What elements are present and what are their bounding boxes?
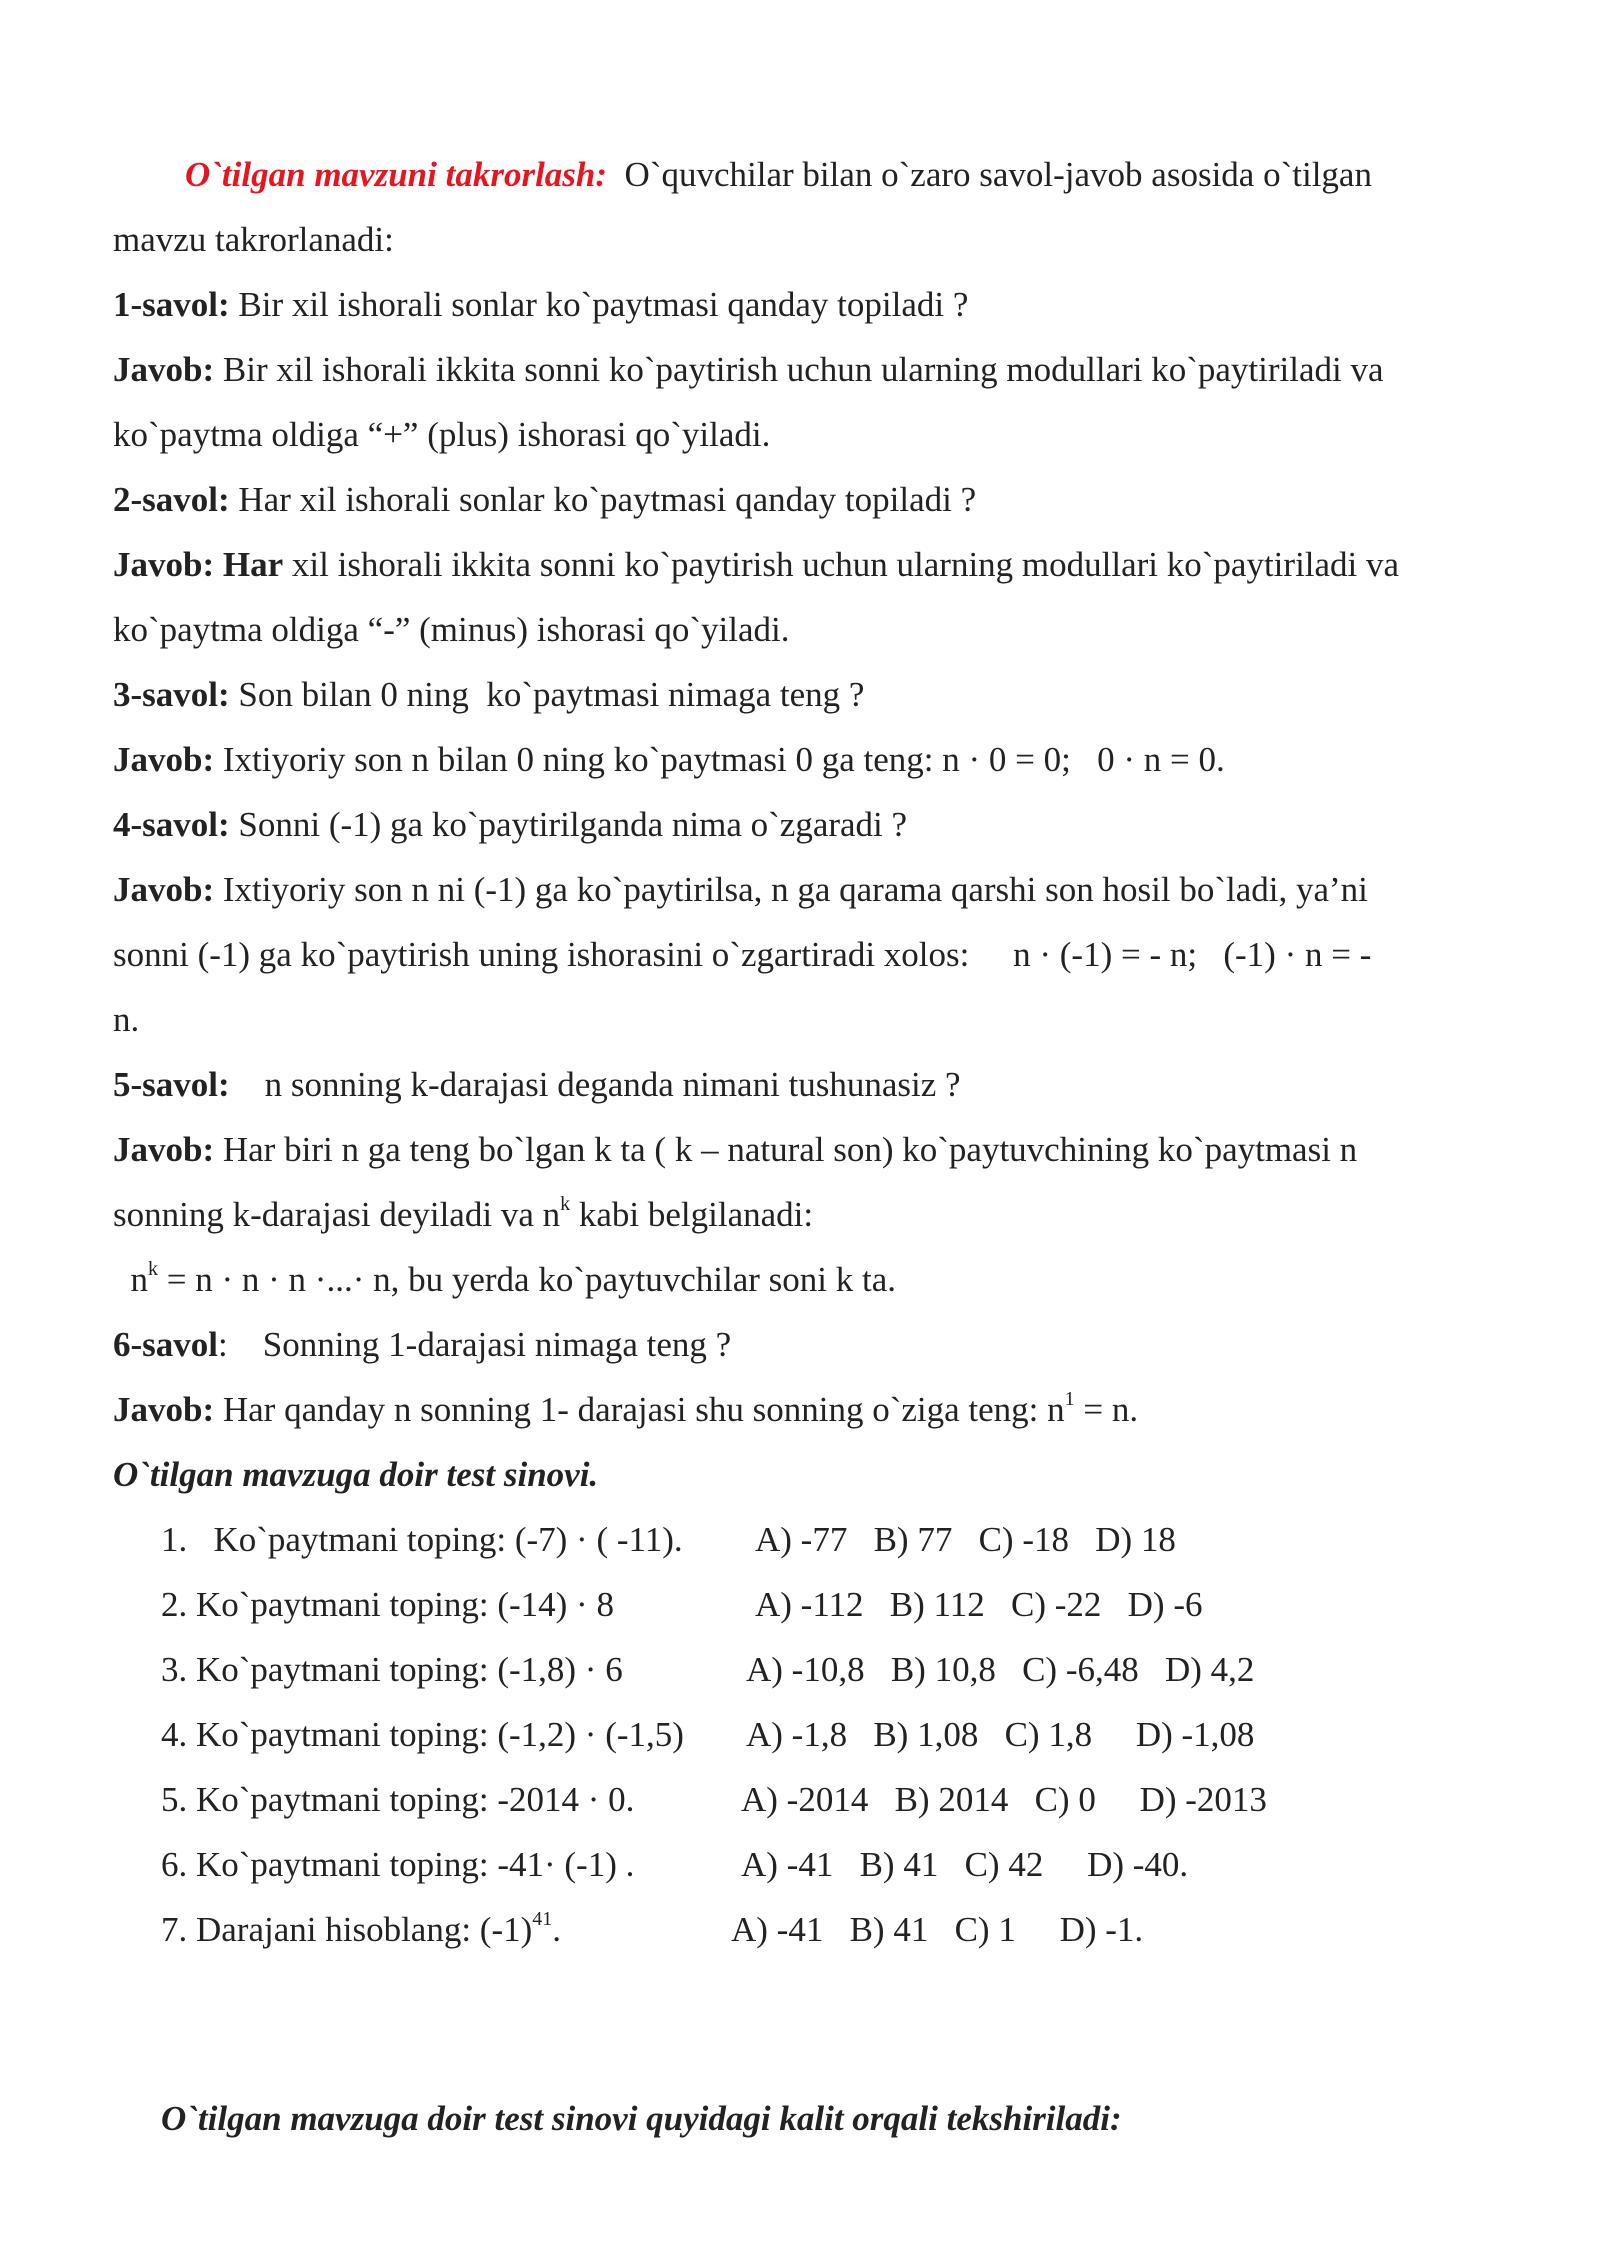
test-question: 7. Darajani hisoblang: (-1) — [161, 1910, 533, 1949]
exponent: k — [560, 1193, 571, 1215]
test-question: 1. Ko`paytmani toping: (-7) · ( -11). — [161, 1520, 683, 1559]
question-text: n sonning k-darajasi deganda nimani tushunasiz ? — [229, 1065, 961, 1104]
answer-text: xil ishorali ikkita sonni ko`paytirish uchun ularning modullari ko`paytiriladi va — [283, 545, 1400, 584]
answer-text: ko`paytma oldiga “+” (plus) ishorasi qo`yiladi. — [113, 415, 771, 454]
answer-6-line-1 — [113, 1383, 1485, 1448]
answer-4-line-1 — [113, 863, 1485, 928]
exponent: 1 — [1064, 1388, 1075, 1410]
question-text: Bir xil ishorali sonlar ko`paytmasi qanday topiladi ? — [229, 285, 969, 324]
question-label: 5-savol: — [113, 1065, 230, 1104]
test-options: A) -41 B) 41 C) 42 D) -40. — [741, 1845, 1189, 1884]
test-heading-text: O`tilgan mavzuga doir test sinovi. — [113, 1455, 599, 1494]
test-question: 6. Ko`paytmani toping: -41· (-1) . — [161, 1845, 635, 1884]
test-item-4 — [113, 1708, 1485, 1773]
answer-text: ko`paytma oldiga “-” (minus) ishorasi qo`yiladi. — [113, 610, 790, 649]
intro-text-1: O`quvchilar bilan o`zaro savol-javob asosida o`tilgan — [624, 155, 1372, 194]
answer-1-line-2 — [113, 408, 1485, 473]
answer-label: Javob: — [113, 1390, 215, 1429]
question-6 — [113, 1318, 1485, 1383]
answer-text: sonni (-1) ga ko`paytirish uning ishorasini o`zgartiradi xolos: n · (-1) = - n; (-1) · n = - — [113, 935, 1372, 974]
question-1 — [113, 278, 1485, 343]
question-text: Har xil ishorali sonlar ko`paytmasi qanday topiladi ? — [229, 480, 977, 519]
answer-text: = n. — [1074, 1390, 1139, 1429]
footer-text: O`tilgan mavzuga doir test sinovi quyidagi kalit orqali tekshiriladi: — [161, 2099, 1122, 2138]
formula-base: n — [113, 1260, 148, 1299]
test-item-2 — [113, 1578, 1485, 1643]
question-label: 1-savol: — [113, 285, 230, 324]
answer-5-line-1 — [113, 1123, 1485, 1188]
test-item-7 — [113, 1903, 1485, 1968]
intro-text-2: mavzu takrorlanadi: — [113, 220, 394, 259]
exponent: k — [148, 1258, 158, 1280]
intro-title: O`tilgan mavzuni takrorlash: — [185, 155, 608, 194]
exponent: 41 — [532, 1908, 553, 1930]
answer-1-line-1 — [113, 343, 1485, 408]
answer-label: Javob: — [113, 870, 215, 909]
test-options: A) -77 B) 77 C) -18 D) 18 — [755, 1520, 1176, 1559]
question-label: 3-savol: — [113, 675, 230, 714]
answer-label: Javob: — [113, 740, 215, 779]
test-item-6 — [113, 1838, 1485, 1903]
test-heading — [113, 1448, 1485, 1513]
answer-text: sonning k-darajasi deyiladi va n — [113, 1195, 561, 1234]
answer-4-line-2 — [113, 928, 1485, 993]
test-question: 5. Ko`paytmani toping: -2014 · 0. — [161, 1780, 635, 1819]
test-options: A) -41 B) 41 C) 1 D) -1. — [731, 1910, 1144, 1949]
question-text: : Sonning 1-darajasi nimaga teng ? — [218, 1325, 732, 1364]
test-options: A) -1,8 B) 1,08 C) 1,8 D) -1,08 — [746, 1715, 1255, 1754]
test-question-end: . — [552, 1910, 562, 1949]
answer-label: Javob: — [113, 350, 215, 389]
test-question: 3. Ko`paytmani toping: (-1,8) · 6 — [161, 1650, 623, 1689]
intro-line-2 — [113, 213, 1485, 278]
answer-text: Har biri n ga teng bo`lgan k ta ( k – natural son) ko`paytuvchining ko`paytmasi n — [214, 1130, 1358, 1169]
question-4 — [113, 798, 1485, 863]
question-text: Son bilan 0 ning ko`paytmasi nimaga teng ? — [229, 675, 865, 714]
test-item-1 — [113, 1513, 1485, 1578]
intro-line-1 — [113, 148, 1485, 213]
question-label: 6-savol — [113, 1325, 218, 1364]
test-item-3 — [113, 1643, 1485, 1708]
test-options: A) -10,8 B) 10,8 C) -6,48 D) 4,2 — [746, 1650, 1255, 1689]
document-page — [113, 148, 1485, 1968]
answer-2-line-1 — [113, 538, 1485, 603]
answer-text: Ixtiyoriy son n bilan 0 ning ko`paytmasi 0 ga teng: n · 0 = 0; 0 · n = 0. — [214, 740, 1225, 779]
answer-4-line-3 — [113, 993, 1485, 1058]
formula-text: = n · n · n ·...· n, bu yerda ko`paytuvchilar soni k ta. — [158, 1260, 897, 1299]
answer-label: Javob: Har — [113, 545, 284, 584]
answer-5-line-2 — [113, 1188, 1485, 1253]
question-2 — [113, 473, 1485, 538]
question-text: Sonni (-1) ga ko`paytirilganda nima o`zgaradi ? — [229, 805, 908, 844]
answer-2-line-2 — [113, 603, 1485, 668]
answer-3-line-1 — [113, 733, 1485, 798]
answer-text: Har qanday n sonning 1- darajasi shu sonning o`ziga teng: n — [214, 1390, 1065, 1429]
question-5 — [113, 1058, 1485, 1123]
answer-text: Ixtiyoriy son n ni (-1) ga ko`paytirilsa, n ga qarama qarshi son hosil bo`ladi, ya’ni — [214, 870, 1368, 909]
answer-text: kabi belgilanadi: — [570, 1195, 814, 1234]
test-options: A) -112 B) 112 C) -22 D) -6 — [755, 1585, 1203, 1624]
answer-text: n. — [113, 1000, 140, 1039]
formula-line — [113, 1253, 1485, 1318]
test-options: A) -2014 B) 2014 C) 0 D) -2013 — [741, 1780, 1267, 1819]
test-item-5 — [113, 1773, 1485, 1838]
answer-text: Bir xil ishorali ikkita sonni ko`paytirish uchun ularning modullari ko`paytiriladi va — [214, 350, 1384, 389]
test-question: 2. Ko`paytmani toping: (-14) · 8 — [161, 1585, 614, 1624]
question-label: 4-savol: — [113, 805, 230, 844]
question-label: 2-savol: — [113, 480, 230, 519]
question-3 — [113, 668, 1485, 733]
answer-label: Javob: — [113, 1130, 215, 1169]
test-question: 4. Ko`paytmani toping: (-1,2) · (-1,5) — [161, 1715, 684, 1754]
